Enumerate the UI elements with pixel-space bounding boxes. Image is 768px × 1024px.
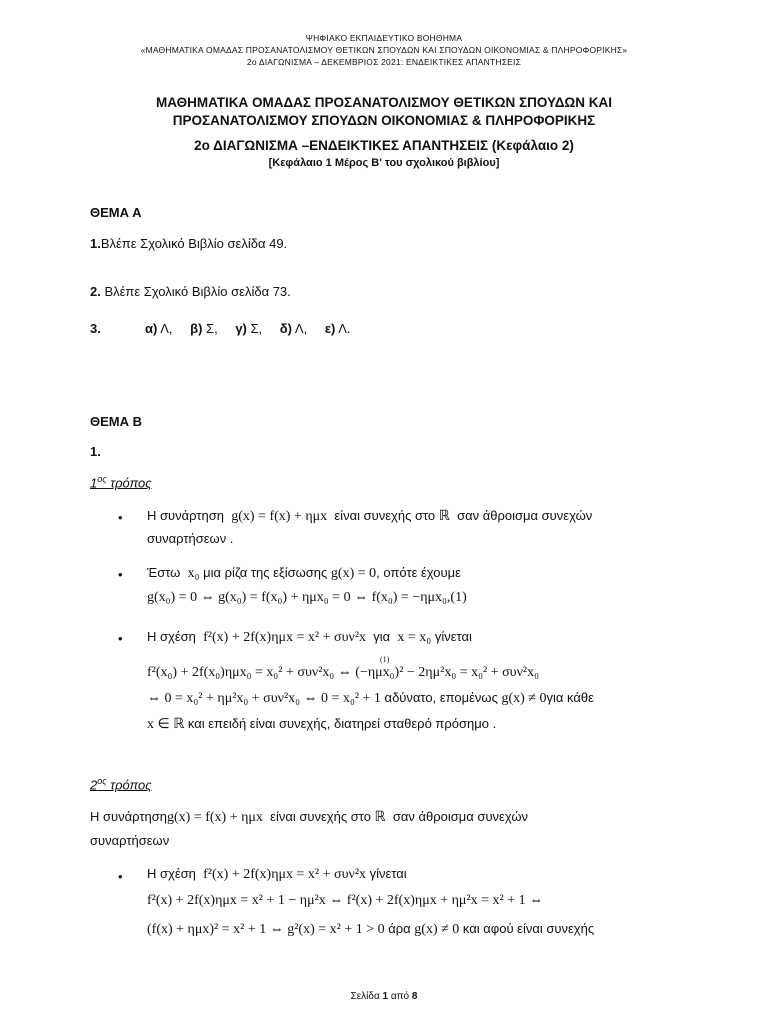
bullet-1-line-2: συναρτήσεων .	[147, 531, 234, 546]
answer-a2-num: 2.	[90, 284, 101, 299]
bullet-3-eq-2: ⇔ 0 = x₀² + ημ²x₀ + συν²x₀ ⇔ 0 = x₀² + 1 αδύνατο, επομένως g(x) ≠ 0για κάθε	[147, 690, 594, 706]
page-footer: Σελίδα 1 από 8	[350, 991, 418, 1002]
bullet-3-eq-1: f²(x₀) + 2f(x₀)ημx₀ = x₀² + συν²x₀ ⇔ (−ημx₀)² − 2ημ²x₀ = x₀² + συν²x₀	[147, 665, 539, 680]
answer-a1-num: 1.	[90, 236, 101, 251]
header-line-1: ΨΗΦΙΑΚΟ ΕΚΠΑΙΔΕΥΤΙΚΟ ΒΟΗΘΗΜΑ	[305, 33, 463, 43]
total-pages: 8	[411, 991, 418, 1002]
bullet-icon: •	[118, 631, 123, 646]
answer-a3-num: 3.	[90, 321, 101, 336]
answer-a2-text: Βλέπε Σχολικό Βιβλίο σελίδα 73.	[100, 284, 291, 299]
header-line-2: «ΜΑΘΗΜΑΤΙΚΑ ΟΜΑΔΑΣ ΠΡΟΣΑΝΑΤΟΛΙΣΜΟΥ ΘΕΤΙΚΩΝ ΣΠΟΥΔΩΝ ΚΑΙ ΣΠΟΥΔΩΝ ΟΙΚΟΝΟΜΙΑΣ & ΠΛΗΡΟΦΟΡΙΚΗΣ»	[140, 45, 628, 55]
way-1-heading: $1^{o\varsigma}$ τρόπος	[90, 474, 152, 491]
way-2-heading: $2^{o\varsigma}$ τρόπος	[90, 776, 152, 793]
way-2-eq-1: f²(x) + 2f(x)ημx = x² + 1 − ημ²x ⇔ f²(x) + 2f(x)ημx + ημ²x = x² + 1 ⇔	[147, 893, 544, 908]
way-2-bullet-line-1: Η σχέση f²(x) + 2f(x)ημx = x² + συν²x γίνεται	[147, 866, 407, 882]
title-line-1: ΜΑΘΗΜΑΤΙΚΑ ΟΜΑΔΑΣ ΠΡΟΣΑΝΑΤΟΛΙΣΜΟΥ ΘΕΤΙΚΩΝ ΣΠΟΥΔΩΝ ΚΑΙ	[155, 95, 612, 110]
bullet-1-line-1: Η συνάρτηση g(x) = f(x) + ημx είναι συνεχής στο ℝ σαν άθροισμα συνεχών	[147, 508, 593, 524]
answer-a3-item: β) Σ,	[190, 321, 218, 336]
answer-a2	[90, 284, 291, 299]
way-2-line-1: Η συνάρτησηg(x) = f(x) + ημx είναι συνεχής στο ℝ σαν άθροισμα συνεχών	[90, 809, 528, 825]
way-2-eq-2: (f(x) + ημx)² = x² + 1 ⇔ g²(x) = x² + 1 > 0 άρα g(x) ≠ 0 και αφού είναι συνεχής	[147, 921, 595, 937]
question-b1-num: 1.	[90, 444, 101, 459]
math-g-def: g(x) = f(x) + ημx	[231, 509, 328, 524]
bullet-icon: •	[118, 567, 123, 582]
bullet-2-line-1: Έστω x₀ μια ρίζα της εξίσωσης g(x) = 0, οπότε έχουμε	[147, 565, 461, 581]
bullet-icon: •	[118, 510, 123, 525]
answer-a3-item: α) Λ,	[145, 321, 173, 336]
bullet-2-line-2: g(x₀) = 0 ⇔ g(x₀) = f(x₀) + ημx₀ = 0 ⇔ f(x₀) = −ημx₀,(1)	[147, 590, 467, 605]
equation-ref-marker: (1)	[380, 655, 390, 664]
section-heading-b: ΘΕΜΑ Β	[90, 414, 142, 429]
answer-a3-list	[145, 321, 351, 336]
bullet-icon: •	[118, 869, 123, 884]
answer-a1-text: Βλέπε Σχολικό Βιβλίο σελίδα 49.	[100, 236, 288, 251]
real-numbers-symbol: ℝ	[438, 509, 450, 524]
answer-a3-item: γ) Σ,	[235, 321, 263, 336]
header-line-3: 2ο ΔΙΑΓΩΝΙΣΜΑ – ΔΕΚΕΜΒΡΙΟΣ 2021: ΕΝΔΕΙΚΤΙΚΕΣ ΑΠΑΝΤΗΣΕΙΣ	[246, 57, 522, 67]
section-heading-a: ΘΕΜΑ Α	[90, 205, 142, 220]
answer-a3-item: δ) Λ,	[279, 321, 308, 336]
bullet-3-line-1: Η σχέση f²(x) + 2f(x)ημx = x² + συν²x για x = x₀ γίνεται	[147, 629, 472, 645]
title-line-4: [Κεφάλαιο 1 Μέρος Β' του σχολικού βιβλίου]	[268, 157, 500, 169]
answer-a3-item: ε) Λ.	[324, 321, 351, 336]
answer-a1	[90, 236, 287, 251]
way-2-line-2: συναρτήσεων	[90, 833, 170, 848]
title-line-2: ΠΡΟΣΑΝΑΤΟΛΙΣΜΟΥ ΣΠΟΥΔΩΝ ΟΙΚΟΝΟΜΙΑΣ & ΠΛΗΡΟΦΟΡΙΚΗΣ	[172, 113, 596, 128]
bullet-3-eq-3: x ∈ ℝ και επειδή είναι συνεχής, διατηρεί σταθερό πρόσημο .	[147, 716, 497, 732]
title-line-3: 2ο ΔΙΑΓΩΝΙΣΜΑ –ΕΝΔΕΙΚΤΙΚΕΣ ΑΠΑΝΤΗΣΕΙΣ (Κεφάλαιο 2)	[194, 138, 574, 153]
current-page: 1	[382, 991, 389, 1002]
